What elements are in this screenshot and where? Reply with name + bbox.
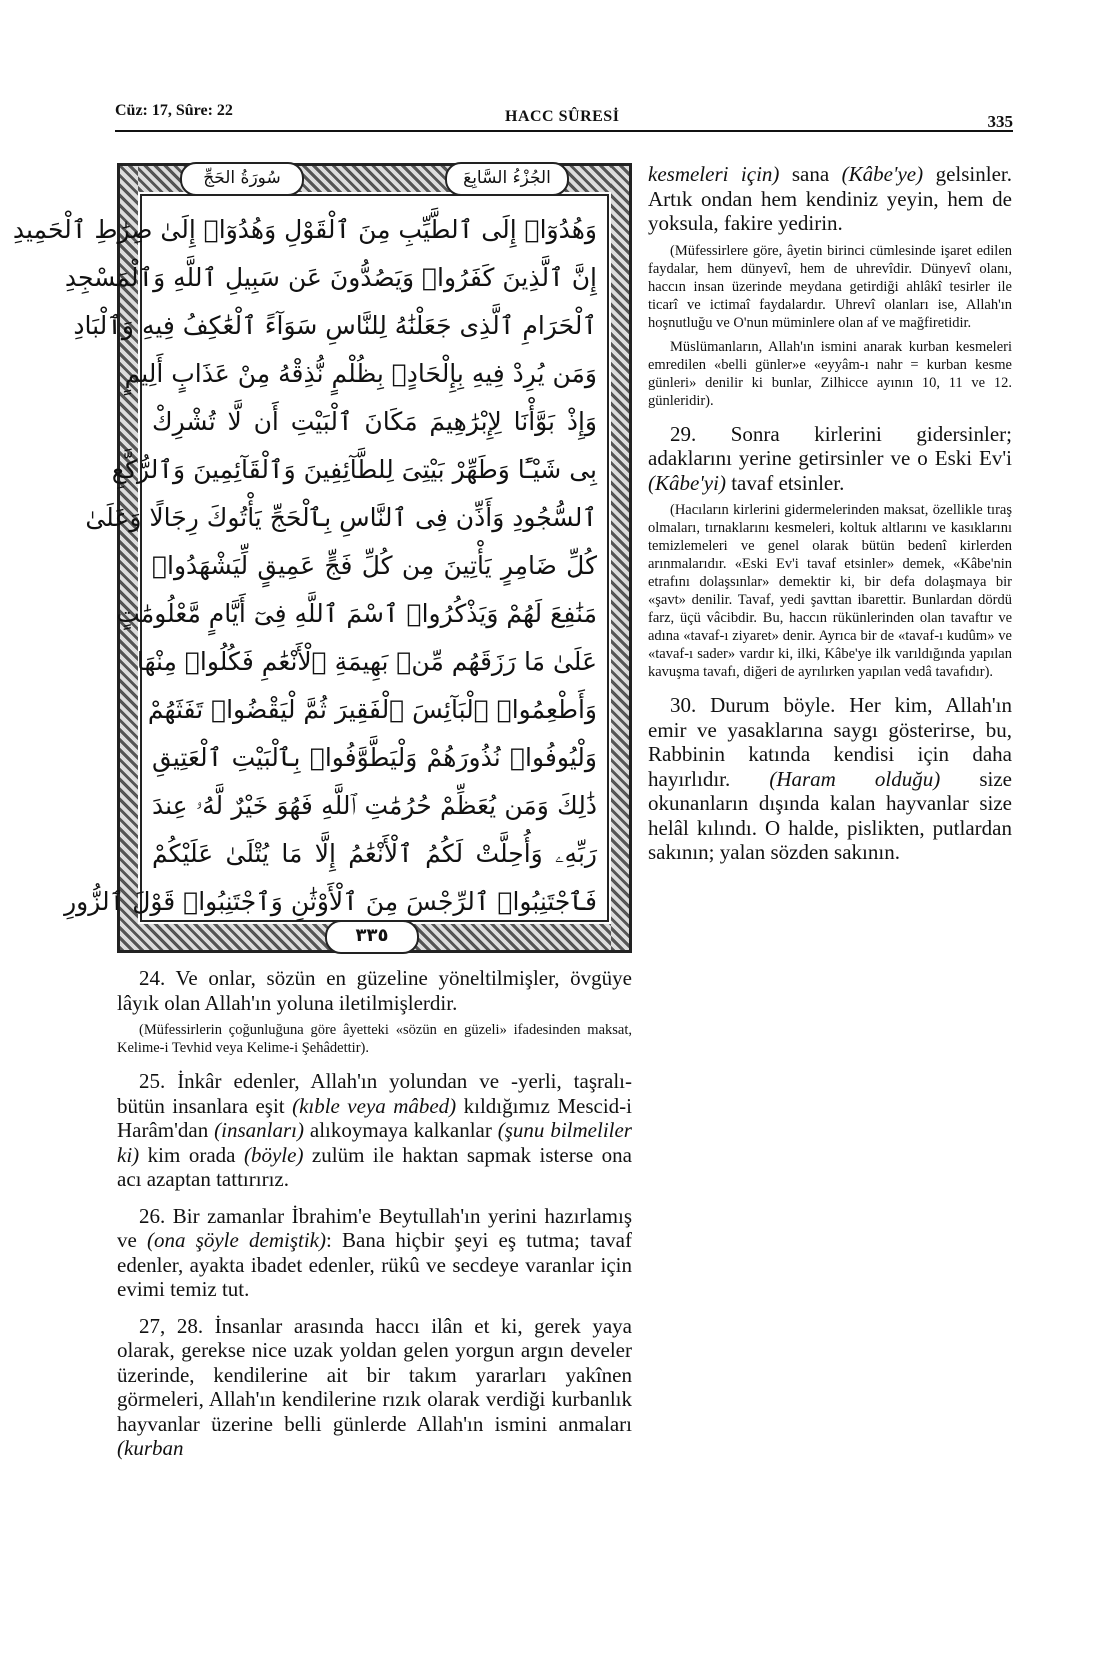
verse-28-continued: kesmeleri için) sana (Kâbe'ye) gelsinler. Artık ondan hem kendiniz yeyin, hem de yoksula, fakire yedirin. <box>648 162 1012 235</box>
verse-30: 30. Durum böyle. Her kim, Allah'ın emir ve yasaklarına saygı gösterirse, bu, Rabbinin katında kendisi için daha hayırlıdır. (Haram olduğu) size okunanların dışında kalan hayvanlar size helâl kılındı. O halde, pislikten, putlardan sakının; yalan sözden sakının. <box>648 693 1012 864</box>
quran-arabic-panel <box>12 163 632 953</box>
arabic-line: ٱلْحَرَامِ ٱلَّذِى جَعَلْنَٰهُ لِلنَّاسِ سَوَآءً ٱلْعَٰكِفُ فِيهِ وَٱلْبَادِ <box>73 311 597 340</box>
arabic-text-frame <box>12 194 609 922</box>
verse-28-note-1: (Müfessirlere göre, âyetin birinci cümlesinde işaret edilen faydalar, hem dünyevî, hem de uhrevîdir. Dünyevî olanı, haccın insan üzerinde meydana getirdiği ahlâkî tesirler ile ticarî ve ictimaî faydalardır. Uhrevî olanları ise, Allah'ın hoşnutluğu ve O'nun müminlere olan af ve mağfiretidir. <box>648 242 1012 331</box>
arabic-line: كُلِّ ضَامِرٍ يَأْتِينَ مِن كُلِّ فَجٍّ عَمِيقٍ لِّيَشْهَدُوا۟ <box>152 551 597 580</box>
sura-title: HACC SÛRESİ <box>505 108 620 125</box>
juz-name-cartouche: الجُزْءُ السَّابِعَ <box>445 162 569 196</box>
arabic-page-number: ٣٣٥ <box>325 920 419 954</box>
arabic-line: وَهُدُوٓا۟ إِلَى ٱلطَّيِّبِ مِنَ ٱلْقَوْلِ وَهُدُوٓا۟ إِلَىٰ صِرَٰطِ ٱلْحَمِيدِ <box>12 215 597 244</box>
verse-29: 29. Sonra kirlerini gidersinler; adaklarını yerine getirsinler ve o Eski Ev'i (Kâbe'yi) tavaf etsinler. <box>648 421 1012 495</box>
translation-left-column <box>117 966 632 1461</box>
verse-29-note: (Hacıların kirlerini gidermelerinden maksat, özellikle tıraş olmaları, tırnaklarını kesmeleri, koltuk altlarını ve kasıklarını temizlemeleri ve genel olarak bütün bedenî kirlerden arınmalarıdır. «Eski Ev'i tavaf etsinler» demek, «Kâbe'nin etrafını dolaşsınlar» demektir ki, bir defa dolaşmaya bir «şavt» denilir. Tavaf, yedi şavttan ibarettir. Bunlardan dördü farz, üçü vâcibdir. Bu, haccın rükünlerinden olan tavaftır ve adına «tavaf-ı ziyaret» denir. Ayrıca bir de «tavaf-ı kudûm» ve «tavaf-ı sader» vardır ki, ilki, Kâbe'ye ilk varıldığında yapılan kavuşma tavafı, diğeri de ayrılırken yapılan vedâ tavafıdır). <box>648 502 1012 680</box>
verse-27-28: 27, 28. İnsanlar arasında haccı ilân et ki, gerek yaya olarak, gerekse nice uzak yoldan gelen yorgun argın develer üzerinde, kendilerine ait bir takım yararları yakînen görmeleri, Allah'ın kendilerine rızık olarak verdiği kurbanlık hayvanlar üzerine belli günlerde Allah'ın ismini anmaları (kurban <box>117 1313 632 1460</box>
arabic-line: وَأَطْعِمُوا۟ ٱلْبَآئِسَ ٱلْفَقِيرَ ثُمَّ لْيَقْضُوا۟ تَفَثَهُمْ <box>147 695 597 724</box>
verse-28-note-2: Müslümanların, Allah'ın ismini anarak kurban kesmeleri emredilen «belli günler»e «eyyâm-ı nahr = kurban kesme günleri» denilir ki bunlar, Zilhicce ayının 10, 11 ve 12. günleridir). <box>648 338 1012 409</box>
verse-24-note: (Müfessirlerin çoğunluğuna göre âyetteki «sözün en güzeli» ifadesinden maksat, Kelime-i Tevhid veya Kelime-i Şehâdettir). <box>117 1022 632 1056</box>
arabic-line: فَٱجْتَنِبُوا۟ ٱلرِّجْسَ مِنَ ٱلْأَوْثَٰنِ وَٱجْتَنِبُوا۟ قَوْلَ ٱلزُّورِ <box>64 887 597 916</box>
page-header <box>115 102 1013 132</box>
sura-name-cartouche: سُورَةُ الحَجِّ <box>180 162 304 196</box>
arabic-line: وَلْيُوفُوا۟ نُذُورَهُمْ وَلْيَطَّوَّفُوا۟ بِٱلْبَيْتِ ٱلْعَتِيقِ <box>152 743 597 772</box>
verse-24: 24. Ve onlar, sözün en güzeline yöneltilmişler, övgüye lâyık olan Allah'ın yoluna iletilmişlerdir. <box>117 966 632 1015</box>
page-number: 335 <box>987 112 1013 131</box>
juz-sura-label: Cüz: 17, Sûre: 22 <box>115 102 233 119</box>
arabic-line: وَمَن يُرِدْ فِيهِ بِإِلْحَادٍۭ بِظُلْمٍ نُّذِقْهُ مِنْ عَذَابٍ أَلِيمٍ <box>124 359 597 388</box>
arabic-line: بِى شَيْـًٔا وَطَهِّرْ بَيْتِىَ لِلطَّآئِفِينَ وَٱلْقَآئِمِينَ وَٱلرُّكَّعِ <box>111 455 597 484</box>
header-rule <box>115 130 1013 132</box>
arabic-line: مَنَٰفِعَ لَهُمْ وَيَذْكُرُوا۟ ٱسْمَ ٱللَّهِ فِىٓ أَيَّامٍ مَّعْلُومَٰتٍ <box>116 599 597 628</box>
translation-right-column <box>648 162 1012 865</box>
arabic-line: رَبِّهِۦ وَأُحِلَّتْ لَكُمُ ٱلْأَنْعَٰمُ إِلَّا مَا يُتْلَىٰ عَلَيْكُمْ <box>152 839 597 868</box>
ornament-border-right <box>611 166 629 950</box>
verse-26: 26. Bir zamanlar İbrahim'e Beytullah'ın yerini hazırlamış ve (ona şöyle demiştik): Bana hiçbir şeyi eş tutma; tavaf edenler, ayakta ibadet edenler, rükû ve secdeye varanlar için evimi temiz tut. <box>117 1203 632 1301</box>
arabic-line: ذَٰلِكَ وَمَن يُعَظِّمْ حُرُمَٰتِ ٱللَّهِ فَهُوَ خَيْرٌ لَّهُۥ عِندَ <box>152 791 597 820</box>
verse-25: 25. İnkâr edenler, Allah'ın yolundan ve -yerli, taşralı- bütün insanlara eşit (kıble veya mâbed) kıldığımız Mescid-i Harâm'dan (insanları) alıkoymaya kalkanlar (şunu bilmeliler ki) kim orada (böyle) zulüm ile haktan sapmak isterse ona acı azaptan tattırırız. <box>117 1069 633 1191</box>
arabic-line: وَإِذْ بَوَّأْنَا لِإِبْرَٰهِيمَ مَكَانَ ٱلْبَيْتِ أَن لَّا تُشْرِكْ <box>152 407 597 436</box>
arabic-lines <box>12 206 597 916</box>
arabic-line: إِنَّ ٱلَّذِينَ كَفَرُوا۟ وَيَصُدُّونَ عَن سَبِيلِ ٱللَّهِ وَٱلْمَسْجِدِ <box>64 263 597 292</box>
arabic-line: عَلَىٰ مَا رَزَقَهُم مِّنۢ بَهِيمَةِ ٱلْأَنْعَٰمِ فَكُلُوا۟ مِنْهَا <box>136 647 597 676</box>
arabic-line: ٱلسُّجُودِ وَأَذِّن فِى ٱلنَّاسِ بِٱلْحَجِّ يَأْتُوكَ رِجَالًا وَعَلَىٰ <box>85 503 597 532</box>
